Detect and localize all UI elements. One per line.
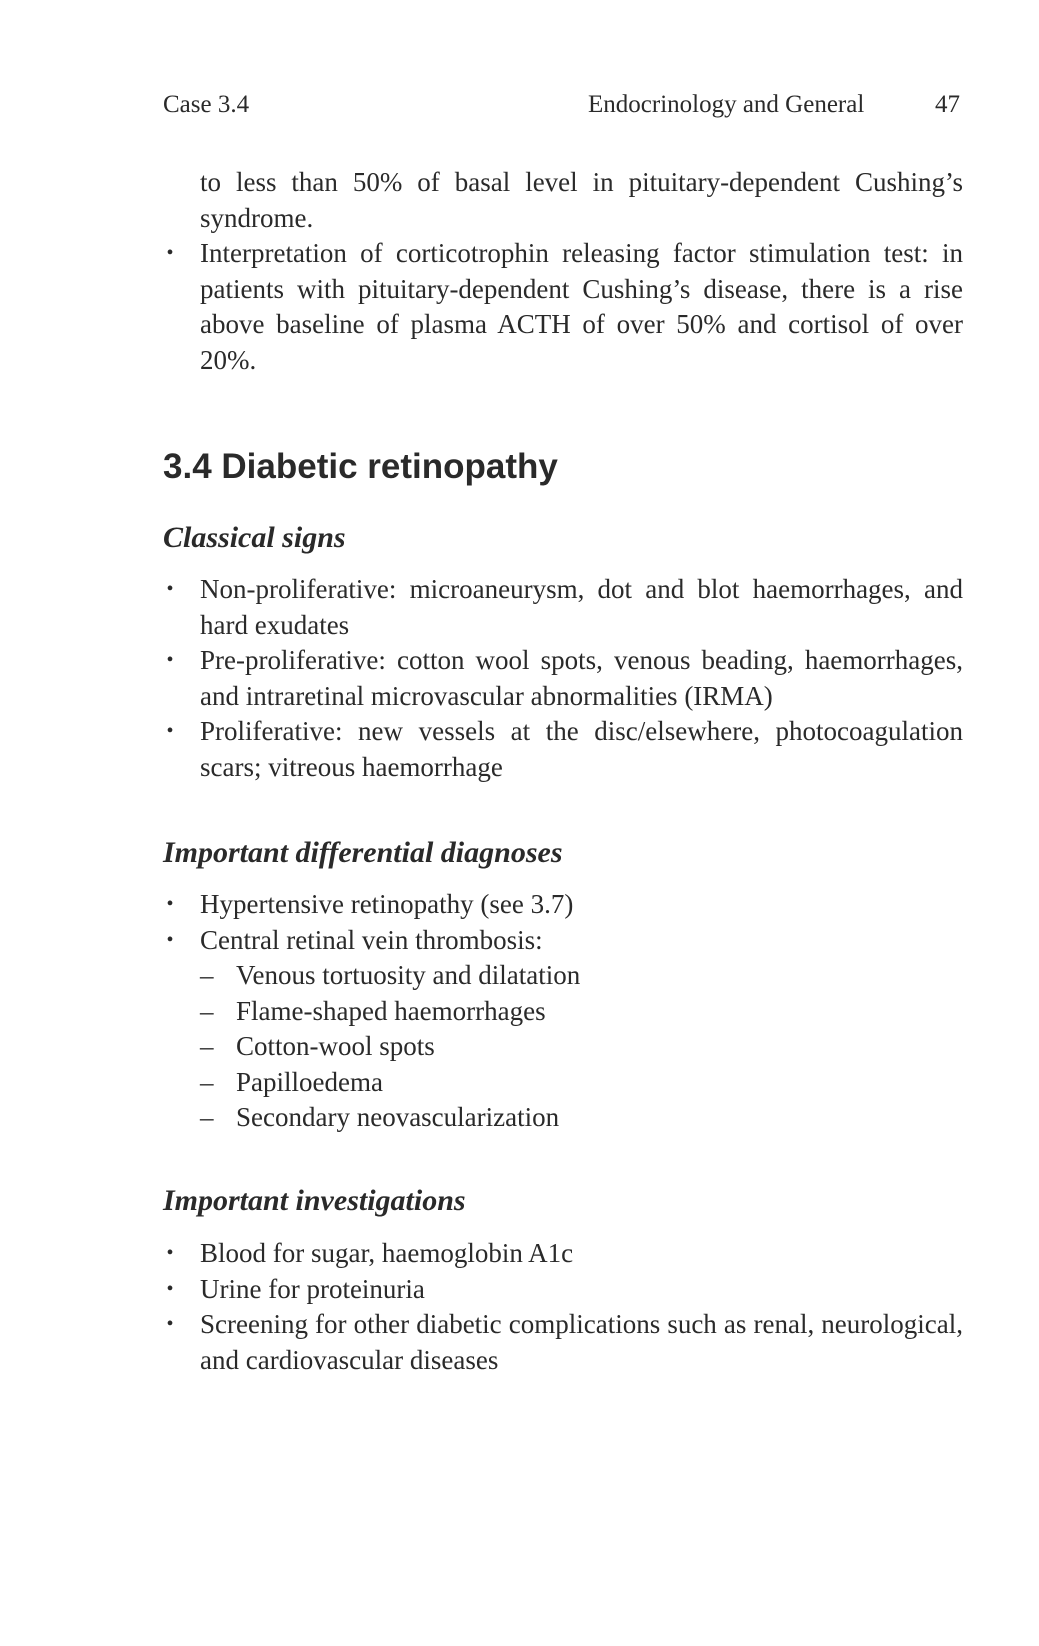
- list-item: • Interpretation of corticotrophin releasing factor stimulation test: in patients with pituitary-dependent Cushing’s disease, there is a rise above baseline of plasma ACTH of over 50% and cortisol of over 20%.: [163, 236, 963, 378]
- dash-icon: –: [200, 960, 214, 990]
- running-head-case: Case 3.4: [163, 91, 250, 118]
- sub-list-item: – Flame-shaped haemorrhages: [200, 994, 963, 1030]
- bullet-icon: •: [166, 1277, 174, 1300]
- classical-signs-list: [163, 572, 963, 785]
- sub-list-item: – Secondary neovascularization: [200, 1100, 963, 1136]
- bullet-icon: •: [166, 242, 174, 264]
- differential-block: [163, 887, 963, 1136]
- section-title: 3.4 Diabetic retinopathy: [163, 447, 558, 486]
- list-item: • Pre-proliferative: cotton wool spots, venous beading, haemorrhages, and intraretinal microvascular abnormalities (IRMA): [163, 643, 963, 714]
- page-number: 47: [935, 91, 960, 118]
- dash-icon: –: [200, 1102, 214, 1132]
- investigations-heading-block: [163, 1183, 963, 1219]
- crvt-sub-list: [200, 958, 963, 1136]
- list-item: • Proliferative: new vessels at the disc/elsewhere, photocoagulation scars; vitreous haemorrhage: [163, 714, 963, 785]
- list-item: • Non-proliferative: microaneurysm, dot and blot haemorrhages, and hard exudates: [163, 572, 963, 643]
- sub-list-item: – Papilloedema: [200, 1065, 963, 1101]
- bullet-icon: •: [166, 928, 174, 951]
- bullet-icon: •: [166, 1313, 174, 1335]
- list-item: • Hypertensive retinopathy (see 3.7): [163, 887, 963, 923]
- list-item: • Urine for proteinuria: [163, 1272, 963, 1308]
- classical-signs-heading-block: [163, 520, 963, 556]
- classical-signs-block: [163, 572, 963, 785]
- bullet-icon: •: [166, 893, 174, 915]
- running-head-chapter: Endocrinology and General: [588, 91, 865, 118]
- list-item: • Central retinal vein thrombosis: – Venous tortuosity and dilatation – Flame-shaped haemorrhages – Cotton-wool spots – Papilloedema – Secondary neovascularization: [163, 923, 963, 1136]
- differential-heading-block: [163, 835, 963, 871]
- bullet-icon: •: [166, 720, 174, 742]
- dash-icon: –: [200, 1031, 214, 1061]
- dash-icon: –: [200, 995, 214, 1026]
- bullet-icon: •: [166, 578, 174, 600]
- investigations-list: [163, 1236, 963, 1378]
- dash-icon: –: [200, 1066, 214, 1097]
- intro-block: [163, 165, 963, 378]
- sub-list-item: – Cotton-wool spots: [200, 1029, 963, 1065]
- section-heading-block: [163, 447, 963, 487]
- subheading-classical-signs: Classical signs: [163, 521, 346, 554]
- continued-paragraph: to less than 50% of basal level in pituitary-dependent Cushing’s syndrome.: [200, 167, 963, 233]
- sub-list-item: – Venous tortuosity and dilatation: [200, 958, 963, 994]
- subheading-investigations: Important investigations: [163, 1184, 466, 1217]
- subheading-differential: Important differential diagnoses: [163, 836, 563, 869]
- investigations-block: [163, 1236, 963, 1378]
- bullet-icon: •: [166, 649, 174, 671]
- differential-list: [163, 887, 963, 1136]
- intro-bullet-list: [163, 236, 963, 378]
- list-item: • Screening for other diabetic complications such as renal, neurological, and cardiovascular diseases: [163, 1307, 963, 1378]
- bullet-icon: •: [166, 1242, 174, 1264]
- list-item: • Blood for sugar, haemoglobin A1c: [163, 1236, 963, 1272]
